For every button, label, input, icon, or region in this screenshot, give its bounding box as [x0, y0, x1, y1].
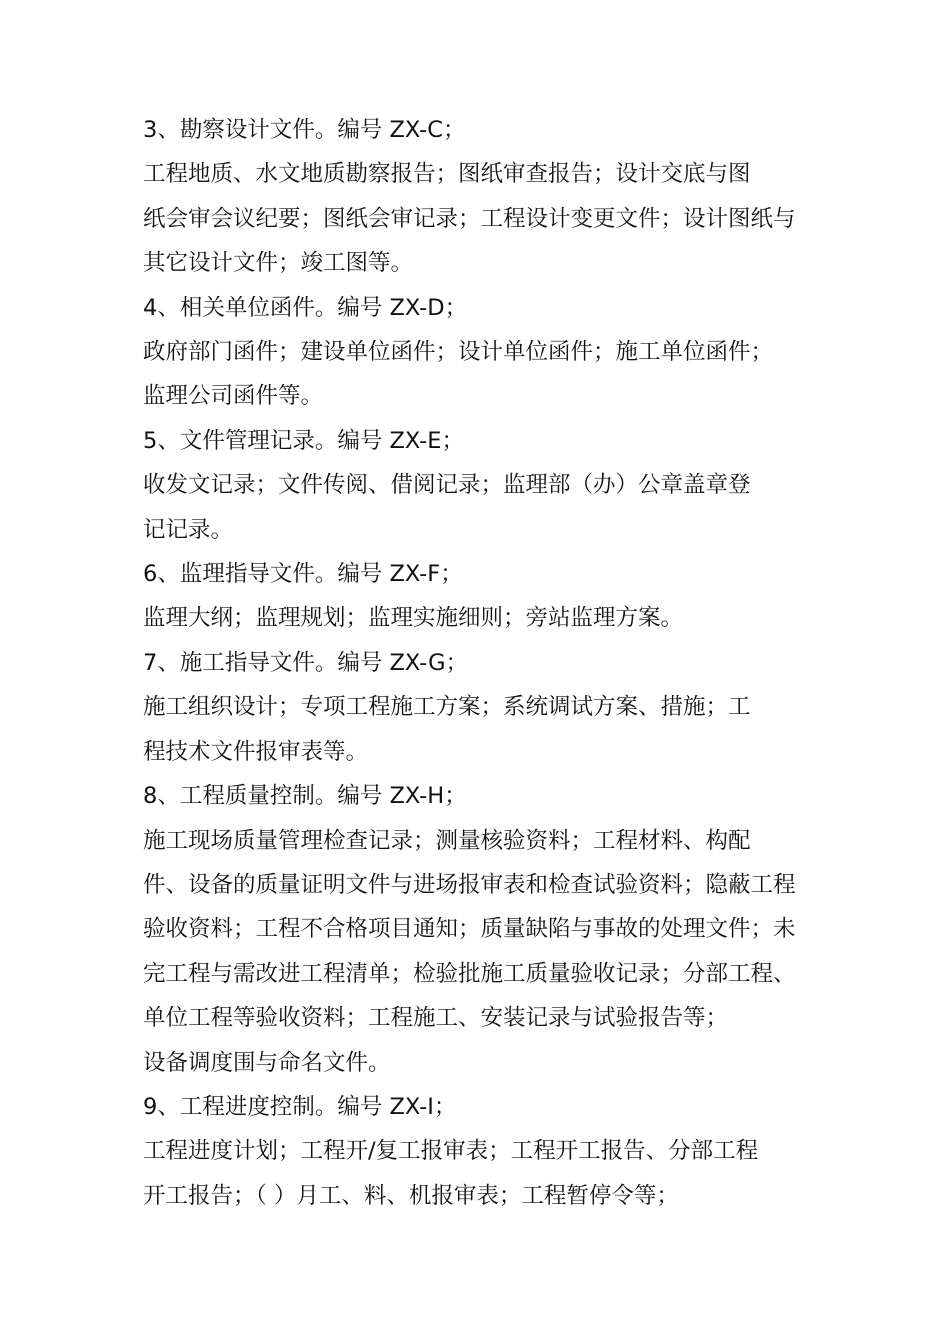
- paragraph-line: 设备调度围与命名文件。: [143, 1049, 391, 1076]
- section-heading-3: 3、勘察设计文件。编号 ZX-C；: [143, 117, 466, 143]
- paragraph-line: 程技术文件报审表等。: [143, 738, 369, 765]
- paragraph-line: 件、设备的质量证明文件与进场报审表和检查试验资料；隐蔽工程: [143, 871, 796, 898]
- paragraph-line: 其它设计文件；竣工图等。: [143, 250, 414, 277]
- paragraph-line: 纸会审会议纪要；图纸会审记录；工程设计变更文件；设计图纸与: [143, 205, 796, 232]
- paragraph-line: 工程进度计划；工程开/复工报审表；工程开工报告、分部工程: [143, 1138, 759, 1165]
- paragraph-line: 单位工程等验收资料；工程施工、安装记录与试验报告等；: [143, 1005, 729, 1032]
- paragraph-line: 监理公司函件等。: [143, 383, 324, 410]
- paragraph-line: 收发文记录；文件传阅、借阅记录；监理部（办）公章盖章登: [143, 472, 751, 499]
- section-heading-4: 4、相关单位函件。编号 ZX-D；: [143, 294, 468, 321]
- paragraph-line: 工程地质、水文地质勘察报告；图纸审查报告；设计交底与图: [143, 161, 751, 188]
- section-heading-8: 8、工程质量控制。编号 ZX-H；: [143, 783, 467, 810]
- section-heading-6: 6、监理指导文件。编号 ZX-F；: [143, 561, 463, 588]
- section-heading-5: 5、文件管理记录。编号 ZX-E；: [143, 427, 465, 454]
- paragraph-line: 开工报告；（ ）月工、料、机报审表；工程暂停令等；: [143, 1182, 679, 1209]
- paragraph-line: 完工程与需改进工程清单；检验批施工质量验收记录；分部工程、: [143, 960, 796, 987]
- section-heading-7: 7、施工指导文件。编号 ZX-G；: [143, 649, 469, 676]
- paragraph-line: 监理大纲；监理规划；监理实施细则；旁站监理方案。: [143, 605, 684, 632]
- paragraph-line: 施工组织设计；专项工程施工方案；系统调试方案、措施；工: [143, 694, 751, 721]
- paragraph-line: 施工现场质量管理检查记录；测量核验资料；工程材料、构配: [143, 827, 751, 854]
- document-page: [143, 108, 825, 1218]
- paragraph-line: 记记录。: [143, 516, 234, 543]
- section-heading-9: 9、工程进度控制。编号 ZX-I；: [143, 1093, 457, 1120]
- paragraph-line: 政府部门函件；建设单位函件；设计单位函件；施工单位函件；: [143, 339, 774, 366]
- paragraph-line: 验收资料；工程不合格项目通知；质量缺陷与事故的处理文件；未: [143, 916, 796, 943]
